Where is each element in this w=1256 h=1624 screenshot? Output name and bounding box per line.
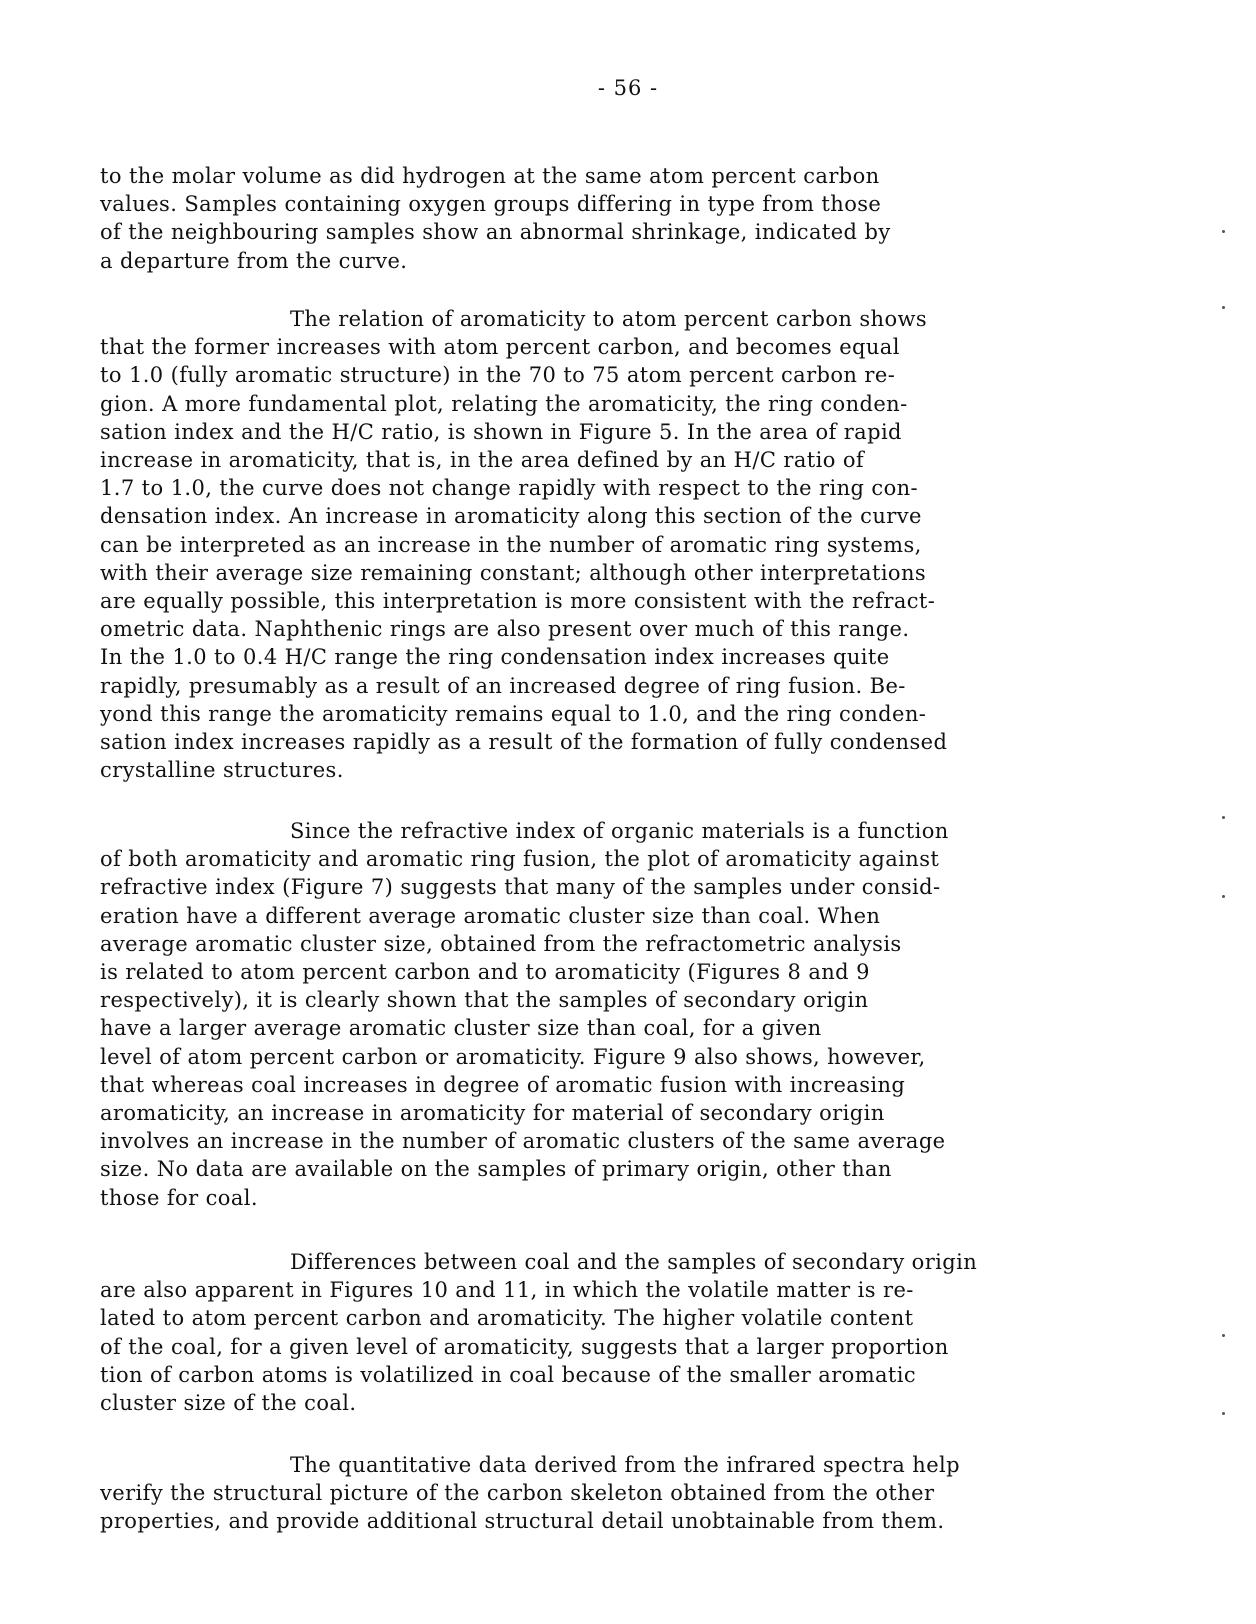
text-line: values. Samples containing oxygen groups differing in type from those <box>100 192 882 217</box>
text-line: 1.7 to 1.0, the curve does not change rapidly with respect to the ring con- <box>100 476 919 501</box>
scan-speck <box>1222 895 1225 898</box>
text-line: a departure from the curve. <box>100 248 408 273</box>
text-line: those for coal. <box>100 1185 258 1210</box>
text-line: have a larger average aromatic cluster size than coal, for a given <box>100 1016 822 1041</box>
paragraph-4 <box>100 1248 1100 1417</box>
text-line: rapidly, presumably as a result of an increased degree of ring fusion. Be- <box>100 673 906 698</box>
text-line: tion of carbon atoms is volatilized in coal because of the smaller aromatic <box>100 1362 917 1387</box>
text-line: are also apparent in Figures 10 and 11, in which the volatile matter is re- <box>100 1278 914 1303</box>
text-line: crystalline structures. <box>100 758 344 783</box>
scan-speck <box>1222 816 1225 819</box>
text-line: The quantitative data derived from the infrared spectra help <box>290 1453 960 1477</box>
text-line: increase in aromaticity, that is, in the area defined by an H/C ratio of <box>100 448 865 473</box>
text-line: densation index. An increase in aromaticity along this section of the curve <box>100 504 922 529</box>
text-line: sation index and the H/C ratio, is shown in Figure 5. In the area of rapid <box>100 419 902 444</box>
page-number: - 56 - <box>597 76 659 100</box>
paragraph-2 <box>100 305 1100 784</box>
text-line: Differences between coal and the samples of secondary origin <box>290 1250 978 1274</box>
text-line: In the 1.0 to 0.4 H/C range the ring condensation index increases quite <box>100 645 890 670</box>
text-line: to the molar volume as did hydrogen at the same atom percent carbon <box>100 164 880 188</box>
text-line: properties, and provide additional structural detail unobtainable from them. <box>100 1509 945 1534</box>
text-line: can be interpreted as an increase in the number of aromatic ring systems, <box>100 532 922 557</box>
paragraph-3 <box>100 817 1100 1212</box>
paragraph-5 <box>100 1451 1100 1536</box>
scan-speck <box>1222 1334 1225 1337</box>
scan-speck <box>1222 1412 1225 1415</box>
text-line: that the former increases with atom percent carbon, and becomes equal <box>100 335 900 360</box>
text-line: refractive index (Figure 7) suggests that many of the samples under consid- <box>100 875 941 900</box>
text-line: with their average size remaining constant; although other interpretations <box>100 560 927 585</box>
text-line: is related to atom percent carbon and to aromaticity (Figures 8 and 9 <box>100 960 870 985</box>
text-line: that whereas coal increases in degree of aromatic fusion with increasing <box>100 1072 906 1097</box>
text-line: of both aromaticity and aromatic ring fusion, the plot of aromaticity against <box>100 847 940 872</box>
text-line: The relation of aromaticity to atom percent carbon shows <box>290 307 928 331</box>
text-line: of the neighbouring samples show an abnormal shrinkage, indicated by <box>100 220 891 245</box>
text-line: Since the refractive index of organic materials is a function <box>290 819 949 843</box>
text-line: respectively), it is clearly shown that the samples of secondary origin <box>100 988 869 1013</box>
text-line: involves an increase in the number of aromatic clusters of the same average <box>100 1129 946 1154</box>
text-line: verify the structural picture of the carbon skeleton obtained from the other <box>100 1481 935 1506</box>
text-line: lated to atom percent carbon and aromaticity. The higher volatile content <box>100 1306 914 1331</box>
scan-speck <box>1222 230 1225 233</box>
text-line: gion. A more fundamental plot, relating the aromaticity, the ring conden- <box>100 391 908 416</box>
text-line: average aromatic cluster size, obtained from the refractometric analysis <box>100 931 902 956</box>
text-line: level of atom percent carbon or aromaticity. Figure 9 also shows, however, <box>100 1044 926 1069</box>
text-line: sation index increases rapidly as a result of the formation of fully condensed <box>100 730 948 755</box>
text-line: are equally possible, this interpretation is more consistent with the refract- <box>100 589 936 614</box>
text-line: yond this range the aromaticity remains equal to 1.0, and the ring conden- <box>100 701 927 726</box>
text-line: to 1.0 (fully aromatic structure) in the 70 to 75 atom percent carbon re- <box>100 363 896 388</box>
scan-speck <box>1222 306 1225 309</box>
text-line: cluster size of the coal. <box>100 1391 357 1416</box>
text-line: size. No data are available on the samples of primary origin, other than <box>100 1157 892 1182</box>
text-line: ometric data. Naphthenic rings are also present over much of this range. <box>100 617 910 642</box>
paragraph-1 <box>100 162 1100 275</box>
text-line: eration have a different average aromatic cluster size than coal. When <box>100 903 881 928</box>
text-line: of the coal, for a given level of aromaticity, suggests that a larger proportion <box>100 1334 949 1359</box>
text-line: aromaticity, an increase in aromaticity for material of secondary origin <box>100 1101 885 1126</box>
